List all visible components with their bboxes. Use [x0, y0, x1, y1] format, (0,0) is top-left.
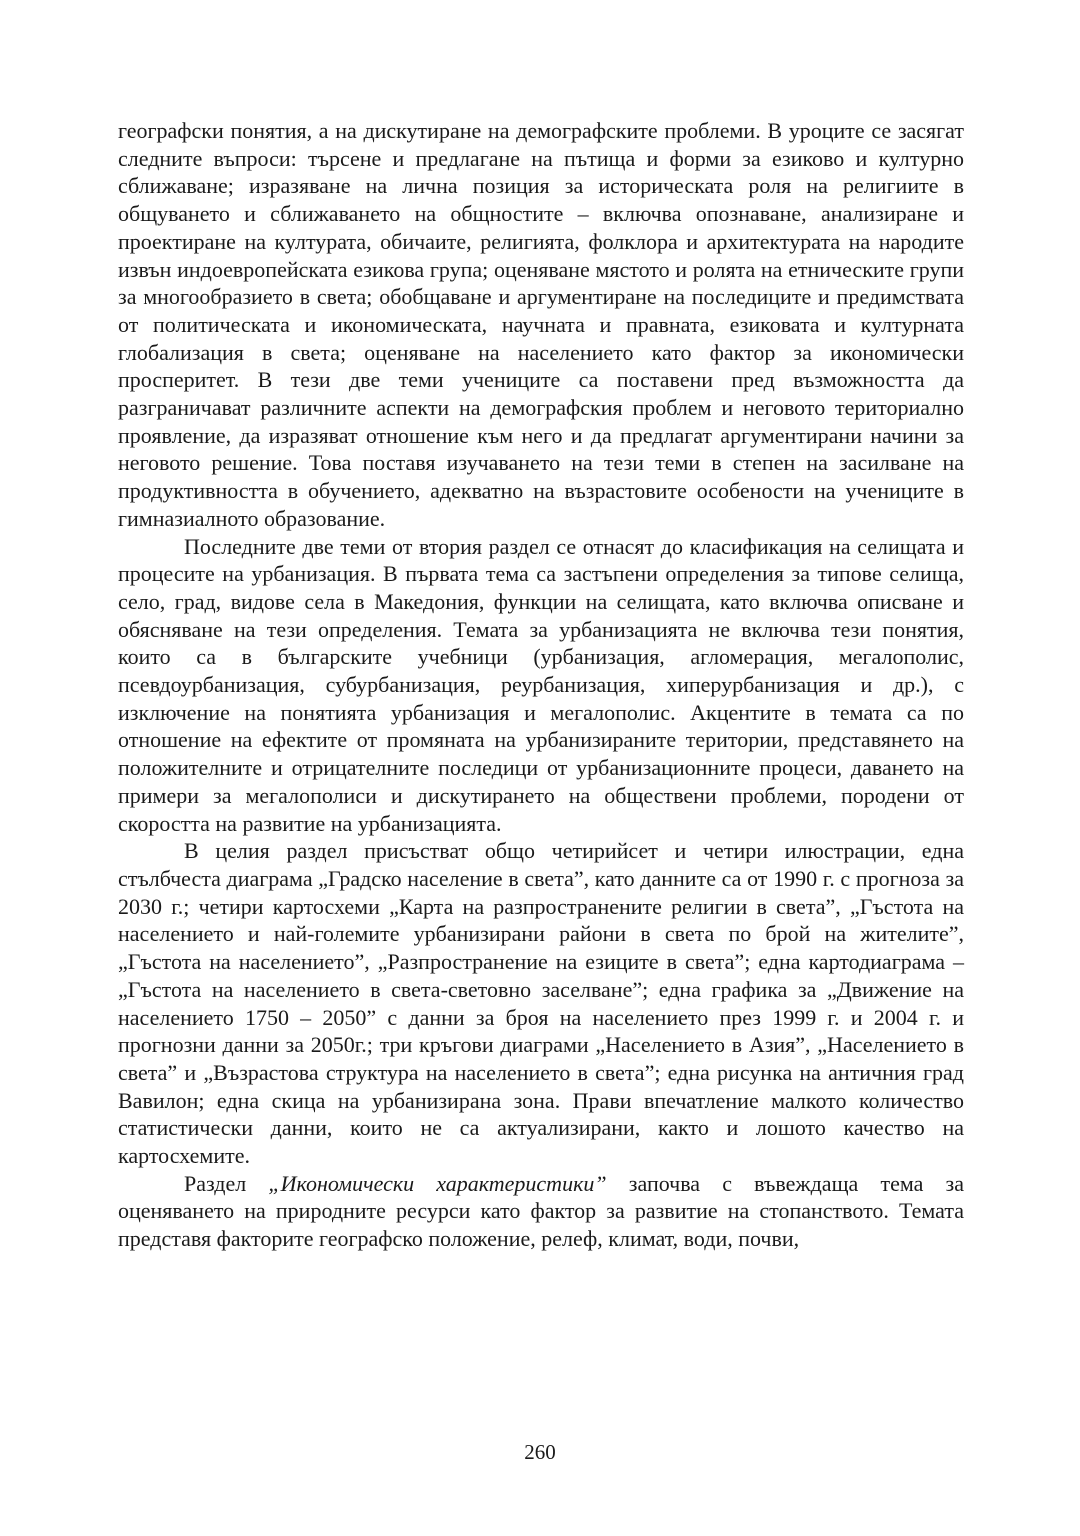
paragraph-4-suffix: започва с въвеждаща тема за оценяването на природните ресурси като фактор за развитие на стопанството. Темата представя факторите географско положение, релеф, климат, води, почви,: [118, 1170, 964, 1252]
paragraph-1: географски понятия, а на дискутиране на демографските проблеми. В уроците се засягат следните въпроси: търсене и предлагане на пътища и форми за езиково и културно сближаване; изразяване на лична позиция за историческата роля на религиите в общуването и сближаването на общностите – включва опознаване, анализиране и проектиране на културата, обичаите, религията, фолклора и архитектурата на народите извън индоевропейската езикова група; оценяване мястото и ролята на етническите групи за многообразието в света; обобщаване и аргументиране на последиците и предимствата от политическата и икономическата, научната и правната, езиковата и културната глобализация в света; оценяване на населението като фактор за икономически просперитет. В тези две теми учениците са поставени пред възможността да разграничават различните аспекти на демографския проблем и неговото териториално проявление, да изразяват отношение към него и да предлагат аргументирани начини за неговото решение. Това поставя изучаването на тези теми в степен на засилване на продуктивността в обучението, адекватно на възрастовите особености на учениците в гимназиалното образование.: [118, 118, 964, 531]
section-title-italic: „Икономически характеристики”: [268, 1170, 607, 1196]
paragraph-4-prefix: Раздел: [184, 1170, 269, 1196]
document-body: [118, 117, 964, 1253]
page-number: 260: [524, 1440, 556, 1464]
paragraph-4: [118, 1170, 964, 1253]
paragraph-2: Последните две теми от втория раздел се отнасят до класификация на селищата и процесите на урбанизация. В първата тема са застъпени определения за типове селища, село, град, видове села в Македония, функции на селищата, като включва описване и обясняване на тези определения. Темата за урбанизацията не включва тези понятия, които са в българските учебници (урбанизация, агломерация, мегалополис, псевдоурбанизация, субурбанизация, реурбанизация, хиперурбанизация и др.), с изключение на понятията урбанизация и мегалополис. Акцентите в темата са по отношение на ефектите от промяната на урбанизираните територии, представянето на положителните и отрицателните последици от урбанизационните процеси, даването на примери за мегалополиси и дискутирането на обществени проблеми, породени от скоростта на развитие на урбанизацията.: [118, 533, 964, 836]
paragraph-3: В целия раздел присъстват общо четирийсет и четири илюстрации, една стълбчеста диаграма „Градско население в света”, като данните са от 1990 г. с прогноза за 2030 г.; четири картосхеми „Карта на разпространените религии в света”, „Гъстота на населението и най-големите урбанизирани райони в света по брой на жителите”, „Гъстота на населението”, „Разпространение на езиците в света”; една картодиаграма – „Гъстота на населението в света-световно заселване”; една графика за „Движение на населението 1750 – 2050” с данни за броя на населението през 1999 г. и 2004 г. и прогнозни данни за 2050г.; три кръгови диаграми „Населението в Азия”, „Населението в света” и „Възрастова структура на населението в света”; една рисунка на античния град Вавилон; една скица на урбанизирана зона. Прави впечатление малкото количество статистически данни, които не са актуализирани, както и лошото качество на картосхемите.: [118, 838, 964, 1169]
